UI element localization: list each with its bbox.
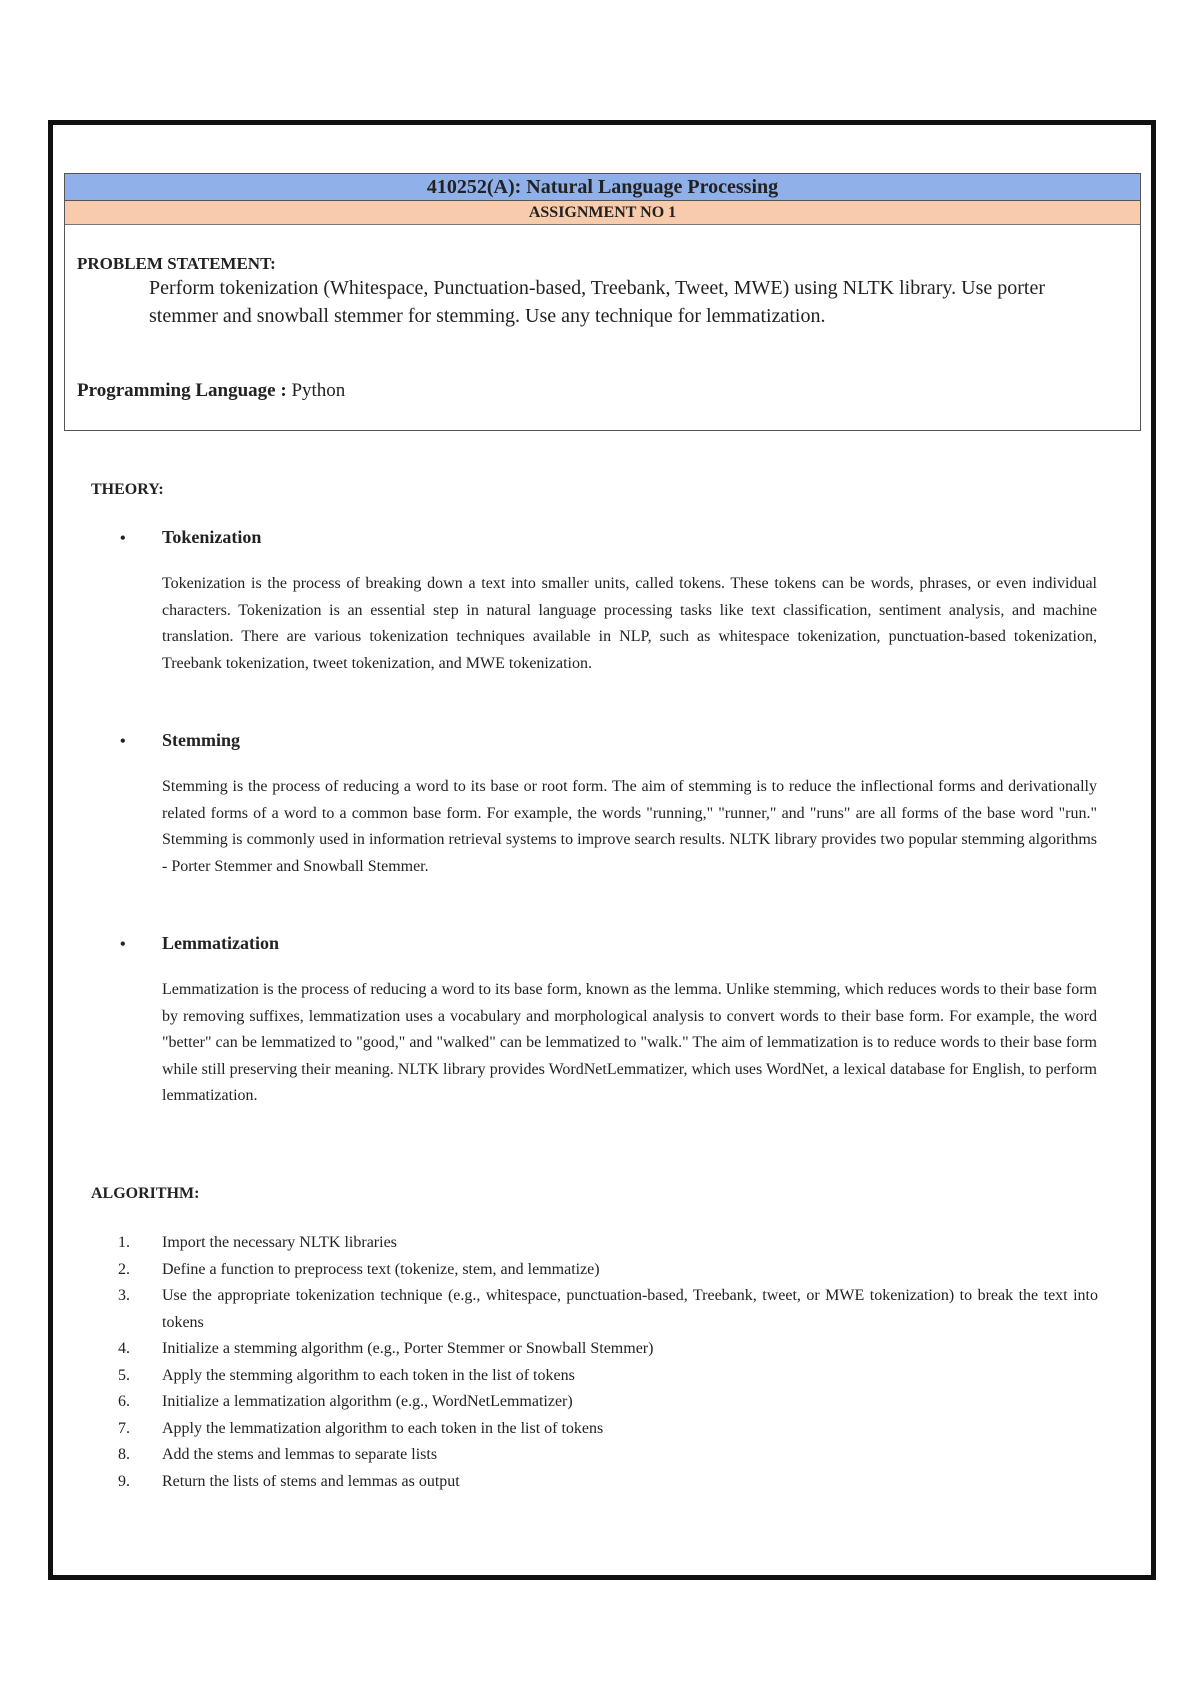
lemmatization-paragraph: Lemmatization is the process of reducing a word to its base form, known as the lemma. Unlike stemming, which reduces words to their base form by removing suffixes, lemmatization uses a vocabulary and morphological analysis to convert words to their base form. For example, the word "better" can be lemmatized to "good," and "walked" can be lemmatized to "walk." The aim of lemmatization is to reduce words to their base form while still preserving their meaning. NLTK library provides WordNetLemmatizer, which uses WordNet, a lexical database for English, to perform lemmatization.	[162, 981, 1097, 1104]
subsection-title: Tokenization	[162, 527, 262, 547]
bullet: •	[120, 733, 126, 750]
stemming-paragraph: Stemming is the process of reducing a word to its base or root form. The aim of stemming is to reduce the inflectional forms and derivationally related forms of a word to a common base form. For example, the words "running," "runner," and "runs" are all forms of the base word "run." Stemming is commonly used in information retrieval systems to improve search results. NLTK library provides two popular stemming algorithms - Porter Stemmer and Snowball Stemmer.	[162, 778, 1097, 875]
course-title: 410252(A): Natural Language Processing	[65, 174, 1140, 201]
algorithm-step: 5. Apply the stemming algorithm to each token in the list of tokens	[118, 1366, 575, 1384]
programming-language-line	[77, 380, 345, 402]
algorithm-step: 2. Define a function to preprocess text (tokenize, stem, and lemmatize)	[118, 1260, 600, 1278]
algorithm-heading: ALGORITHM:	[91, 1185, 200, 1202]
programming-language-label: Programming Language :	[77, 380, 287, 401]
assignment-number: ASSIGNMENT NO 1	[65, 201, 1140, 225]
subsection-title: Lemmatization	[162, 933, 279, 953]
algorithm-step: 4. Initialize a stemming algorithm (e.g., Porter Stemmer or Snowball Stemmer)	[118, 1340, 654, 1357]
subsection-stemming	[120, 730, 240, 751]
algorithm-step: 1. Import the necessary NLTK libraries	[118, 1234, 397, 1251]
assignment-header-box	[64, 173, 1141, 431]
problem-statement-heading: PROBLEM STATEMENT:	[77, 254, 276, 273]
subsection-tokenization	[120, 527, 261, 548]
algorithm-steps-list	[118, 1230, 1098, 1495]
theory-heading: THEORY:	[91, 481, 164, 498]
subsection-title: Stemming	[162, 730, 240, 750]
problem-statement-text: Perform tokenization (Whitespace, Punctuation-based, Treebank, Tweet, MWE) using NLTK library. Use porter stemmer and snowball stemmer for stemming. Use any technique for lemmatization.	[149, 277, 1045, 327]
tokenization-paragraph: Tokenization is the process of breaking down a text into smaller units, called tokens. These tokens can be words, phrases, or even individual characters. Tokenization is an essential step in natural language processing tasks like text classification, sentiment analysis, and machine translation. There are various tokenization techniques available in NLP, such as whitespace tokenization, punctuation-based tokenization, Treebank tokenization, tweet tokenization, and MWE tokenization.	[162, 575, 1097, 672]
algorithm-step: 8. Add the stems and lemmas to separate lists	[118, 1446, 438, 1463]
bullet: •	[120, 530, 126, 547]
algorithm-step: 7. Apply the lemmatization algorithm to each token in the list of tokens	[118, 1419, 604, 1437]
bullet: •	[120, 936, 126, 953]
algorithm-step: 6. Initialize a lemmatization algorithm (e.g., WordNetLemmatizer)	[118, 1393, 573, 1410]
subsection-lemmatization	[120, 933, 279, 954]
programming-language-value: Python	[291, 380, 346, 401]
algorithm-step: 9. Return the lists of stems and lemmas as output	[118, 1472, 460, 1490]
algorithm-step: 3. Use the appropriate tokenization technique (e.g., whitespace, punctuation-based, Treebank, tweet, or MWE tokenization) to break the text into tokens	[118, 1287, 1098, 1331]
